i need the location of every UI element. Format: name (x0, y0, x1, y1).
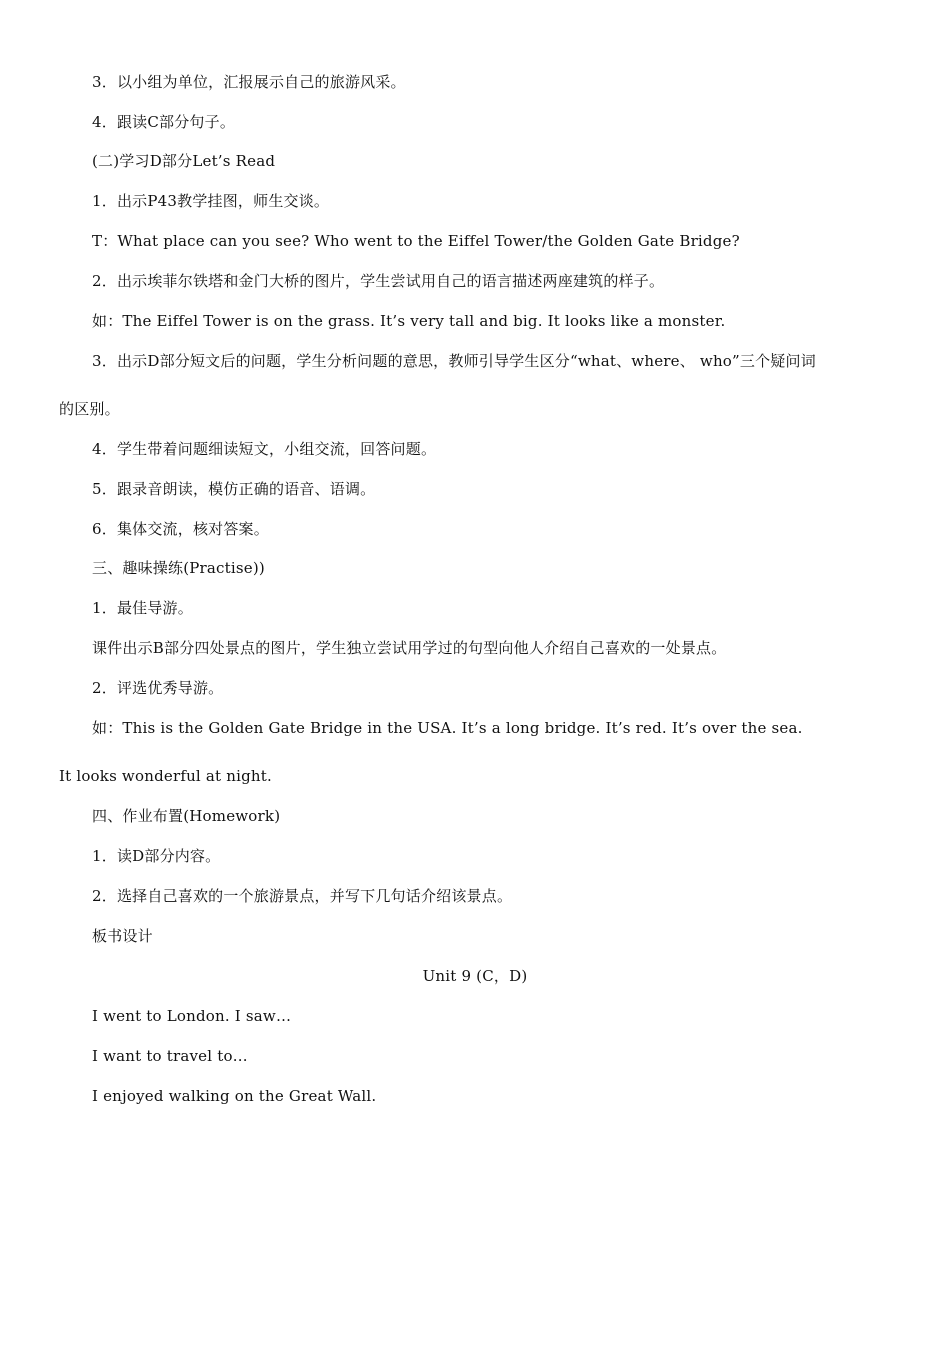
section-heading-d-read: (二)学习D部分Let’s Read (92, 152, 276, 170)
paragraph-step-4-read-text: 4．学生带着问题细读短文，小组交流，回答问题。 (92, 440, 437, 458)
paragraph-step-3-continued: 的区别。 (59, 400, 120, 418)
paragraph-step-6-check: 6．集体交流，核对答案。 (92, 520, 269, 538)
board-title: Unit 9 (C，D) (422, 967, 528, 985)
section-heading-board-design: 板书设计 (92, 927, 153, 945)
paragraph-homework-2: 2．选择自己喜欢的一个旅游景点，并写下几句话介绍该景点。 (92, 887, 513, 905)
paragraph-example-bridge-continued: It looks wonderful at night. (59, 767, 272, 785)
paragraph-best-guide: 1．最佳导游。 (92, 599, 193, 617)
paragraph-step-4-read-c: 4．跟读C部分句子。 (92, 113, 236, 131)
paragraph-example-bridge: 如：This is the Golden Gate Bridge in the USA. It’s a long bridge. It’s red. It’s over the sea. (92, 719, 803, 737)
section-heading-homework: 四、作业布置(Homework) (92, 807, 281, 825)
board-line-london: I went to London. I saw… (92, 1007, 292, 1025)
board-line-great-wall: I enjoyed walking on the Great Wall. (92, 1087, 377, 1105)
paragraph-choose-guide: 2．评选优秀导游。 (92, 679, 224, 697)
paragraph-courseware: 课件出示B部分四处景点的图片，学生独立尝试用学过的句型向他人介绍自己喜欢的一处景点。 (92, 639, 727, 657)
paragraph-step-5-follow-tape: 5．跟录音朗读，模仿正确的语音、语调。 (92, 480, 376, 498)
section-heading-practise: 三、趣味操练(Practise)) (92, 559, 265, 577)
board-line-travel: I want to travel to… (92, 1047, 248, 1065)
paragraph-step-1-picture: 1．出示P43教学挂图，师生交谈。 (92, 192, 330, 210)
paragraph-step-2-describe: 2．出示埃菲尔铁塔和金门大桥的图片，学生尝试用自己的语言描述两座建筑的样子。 (92, 272, 665, 290)
paragraph-step-3-questions: 3．出示D部分短文后的问题，学生分析问题的意思，教师引导学生区分“what、where、 who”三个疑问词 (92, 352, 816, 370)
paragraph-teacher-question: T：What place can you see? Who went to the Eiffel Tower/the Golden Gate Bridge? (92, 232, 740, 250)
paragraph-step-3-report: 3．以小组为单位，汇报展示自己的旅游风采。 (92, 73, 406, 91)
paragraph-homework-1: 1．读D部分内容。 (92, 847, 221, 865)
paragraph-example-eiffel: 如：The Eiffel Tower is on the grass. It’s very tall and big. It looks like a monster. (92, 312, 726, 330)
